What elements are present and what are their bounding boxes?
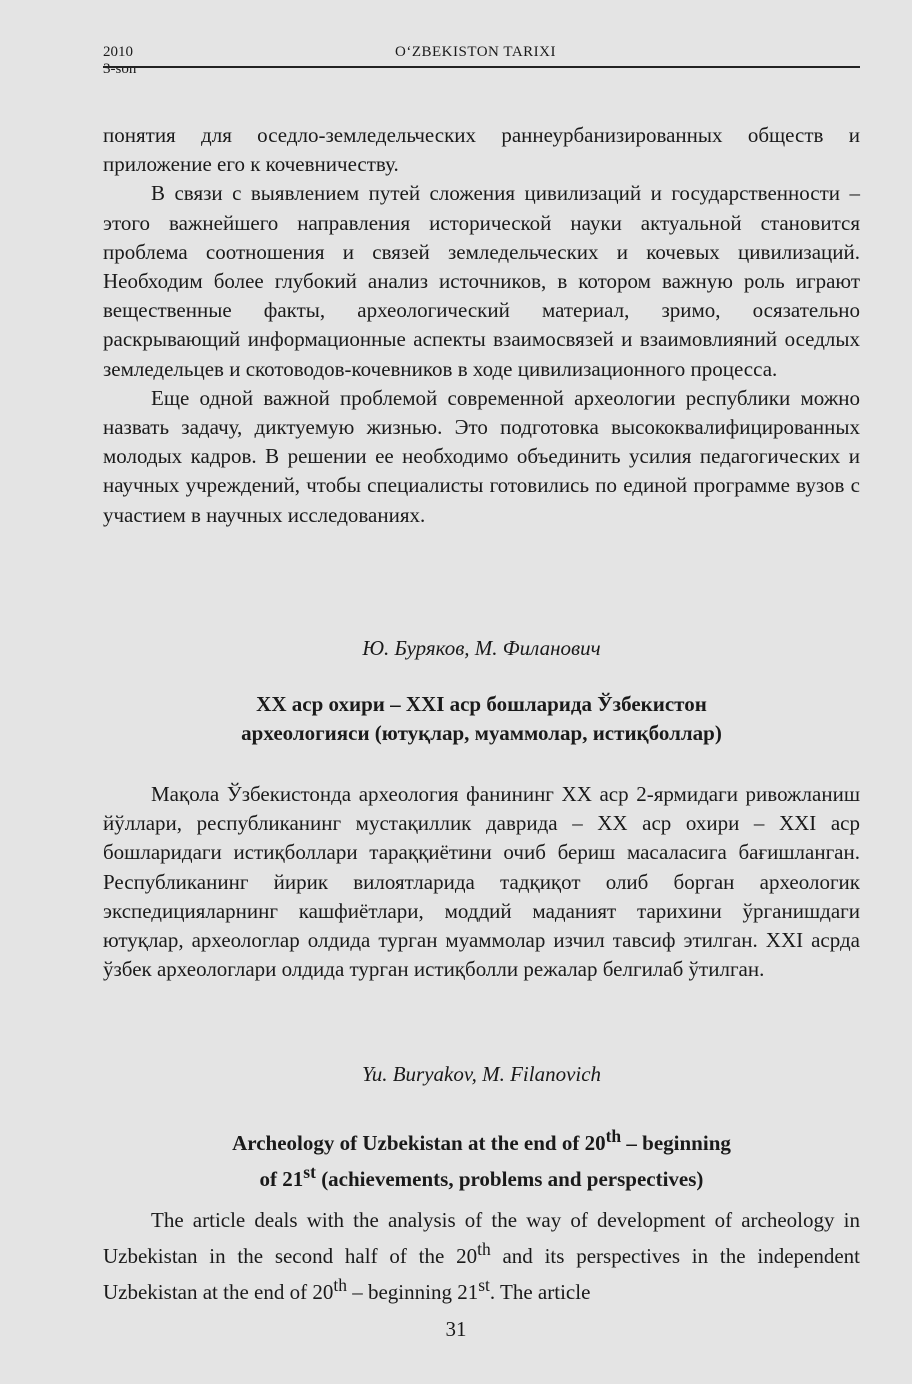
uzbek-title-line-1: XX аср охири – XXI аср бошларида Ўзбекистон (256, 692, 707, 716)
uzbek-title-line-2: археологияси (ютуқлар, муаммолар, истиқболлар) (241, 721, 722, 745)
title-text: of 21 (259, 1167, 304, 1191)
uzbek-abstract-block (103, 780, 860, 984)
issue-number: 3-son (103, 61, 137, 77)
uzbek-title (103, 690, 860, 748)
page-number: 31 (445, 1317, 467, 1341)
title-text: – beginning (621, 1131, 731, 1155)
paragraph-3: Еще одной важной проблемой современной археологии республики можно назвать задачу, диктуемую жизнью. Это подготовка высококвалифицированных молодых кадров. В решении ее необходимо объединить усилия педагогических и научных учреждений, чтобы специалисты готовились по единой программе вузов с участием в научных исследованиях. (103, 385, 860, 527)
english-abstract-block (103, 1206, 860, 1308)
paragraph-1: понятия для оседло-земледельческих раннеурбанизированных обществ и приложение его к кочевничеству. (103, 123, 860, 177)
year: 2010 (103, 44, 133, 60)
superscript: st (478, 1275, 490, 1296)
english-abstract (103, 1206, 860, 1308)
superscript: th (605, 1126, 622, 1146)
title-text: Archeology of Uzbekistan at the end of 20 (232, 1131, 606, 1155)
russian-text (103, 121, 860, 530)
superscript: th (333, 1275, 347, 1296)
abstract-text: and its perspectives in the independent Uzbekistan at the end of 20 (103, 1244, 860, 1305)
abstract-text: – beginning 21 (346, 1280, 479, 1305)
uzbek-abstract: Мақола Ўзбекистонда археология фанининг XX аср 2-ярмидаги ривожланиш йўллари, республиканинг мустақиллик даврида – XX аср охири – XXI аср бошларидаги истиқболлари тараққиётини очиб бериш масаласига бағишланган. Республиканинг йирик вилоятларида тадқиқот олиб борган археологик экспедицияларнинг кашфиётлари, моддий маданият тарихини ўрганишдаги ютуқлар, археологлар олдида турган муаммолар изчил тавсиф этилган. XXI асрда ўзбек археологлари олдида турган истиқболли режалар белгилаб ўтилган. (103, 782, 860, 982)
english-title-line-1 (103, 1122, 860, 1158)
superscript: th (477, 1239, 491, 1260)
abstract-text: The article deals with the analysis of the way of development of archeology in Uzbekistan in the second half of the 20 (103, 1208, 860, 1269)
abstract-text: . The article (489, 1280, 591, 1305)
superscript: st (303, 1162, 316, 1182)
journal-title: O‘ZBEKISTON TARIXI (395, 44, 556, 60)
paragraph-2: В связи с выявлением путей сложения цивилизаций и государственности – этого важнейшего направления исторической науки актуальной становится проблема соотношения и связей земледельческих и кочевых цивилизаций. Необходим более глубокий анализ источников, в котором важную роль играют вещественные факты, археологический материал, зримо, осязательно раскрывающий информационные аспекты взаимосвязей и взаимовлияний оседлых земледельцев и скотоводов-кочевников в ходе цивилизационного процесса. (103, 181, 860, 381)
english-title (103, 1122, 860, 1194)
english-authors: Yu. Buryakov, M. Filanovich (361, 1062, 602, 1086)
title-text: (achievements, problems and perspectives) (315, 1167, 704, 1191)
english-title-line-2 (103, 1158, 860, 1194)
russian-authors: Ю. Буряков, М. Филанович (362, 636, 601, 660)
issue-info (103, 44, 136, 78)
header-rule (103, 66, 860, 68)
